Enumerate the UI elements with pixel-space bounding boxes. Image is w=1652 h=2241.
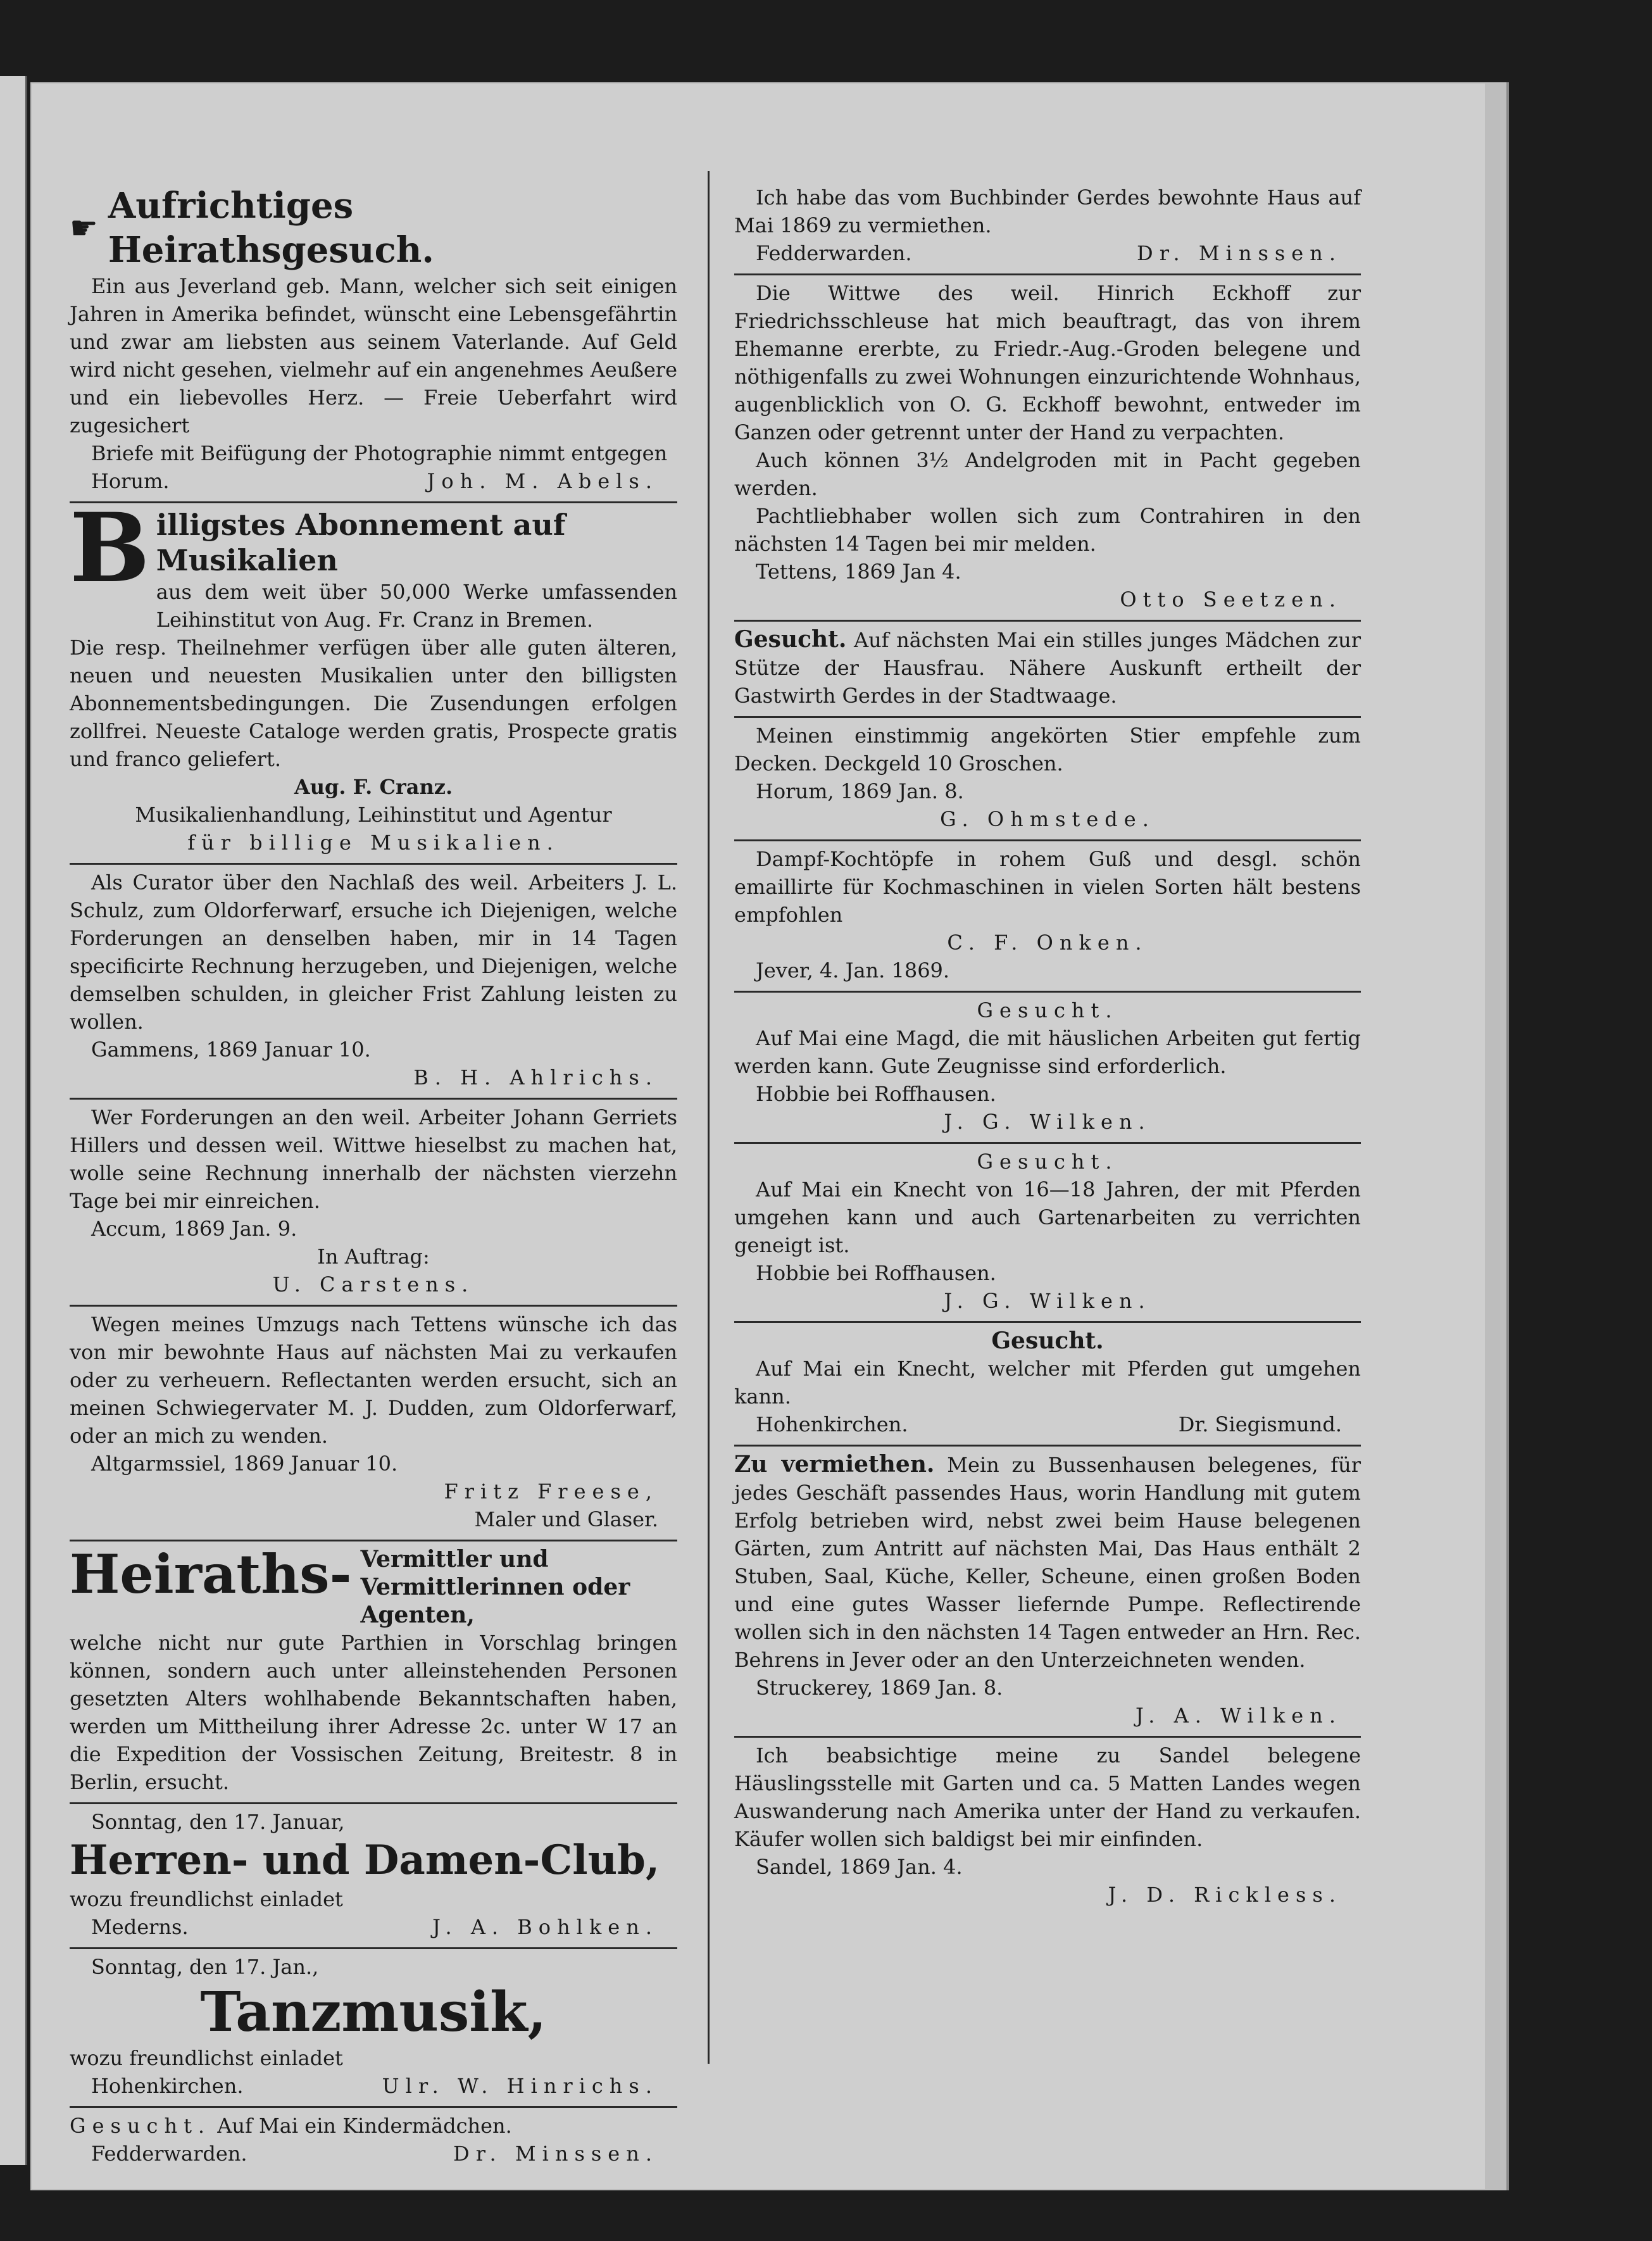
ad-dropcap: B: [70, 493, 150, 604]
ad-place: Horum.: [91, 469, 170, 493]
ad-name: Joh. M. Abels.: [427, 469, 658, 493]
ad-signature: [70, 467, 677, 495]
ad-head: Zu vermiethen.: [734, 1451, 935, 1478]
ad-body: Die Wittwe des weil. Hinrich Eckhoff zur Friedrichsschleuse hat mich beauftragt, das von ihrem Ehemanne ererbte, zu Friedr.-Aug.-Groden belegene und nöthigenfalls zu zwei Wohnungen einzurichtende Wohnhaus, augenblicklich von O. G. Eckhoff bewohnt, entweder im Ganzen oder getrennt unter der Hand zu verpachten.: [734, 281, 1361, 444]
ad-cottage-sale: [734, 1738, 1361, 1915]
ad-head: Gesucht.: [991, 1328, 1104, 1354]
ad-to-let: [734, 1447, 1361, 1738]
ad-date: Accum, 1869 Jan. 9.: [91, 1217, 297, 1241]
page-edge: [1486, 82, 1506, 2190]
ad-date: Sandel, 1869 Jan. 4.: [756, 1855, 963, 1879]
ad-head: Gesucht.: [70, 2114, 211, 2138]
ad-place: Hohenkirchen.: [91, 2074, 244, 2098]
ad-body: Auf Mai ein Kindermädchen.: [217, 2114, 512, 2138]
ad-body: Mein zu Bussenhausen belegenes, für jedes Geschäft passendes Haus, worin Handlung mit gutem Erfolg betrieben wird, nebst zwei beim Hause belegenen Gärten, zum Antritt auf nächsten Mai, Das Haus enthält 2 Stuben, Saal, Küche, Keller, Scheune, einen großen Boden und eine gutes Wasser liefernde Pumpe. Reflectirende wollen sich in den nächsten 14 Tagen entweder an Hrn. Rec. Behrens in Jever oder an den Unterzeichneten wenden.: [734, 1453, 1361, 1672]
ad-lease: [734, 275, 1361, 622]
ad-name: C. F. Onken.: [947, 931, 1148, 955]
ad-name: J. A. Wilken.: [1135, 1704, 1342, 1728]
page-edge-shadow: [1506, 82, 1509, 2190]
ad-date: Jever, 4. Jan. 1869.: [756, 958, 950, 982]
ad-body: Auf nächsten Mai ein stilles junges Mädchen zur Stütze der Hausfrau. Nähere Auskunft ertheilt der Gastwirth Gerdes in der Stadtwaage.: [734, 628, 1361, 708]
ad-invite: wozu freundlichst einladet: [70, 2046, 343, 2070]
ad-name: Dr. Siegismund.: [1178, 1412, 1342, 1436]
ad-firm: Aug. F. Cranz.: [294, 775, 453, 799]
ad-name: J. G. Wilken.: [944, 1289, 1151, 1313]
ad-claims: [70, 1100, 677, 1307]
ad-firm-sub-2: für billige Musikalien.: [187, 831, 560, 855]
ad-date: Sonntag, den 17. Januar,: [91, 1810, 345, 1834]
ad-place: Hobbie bei Roffhausen.: [756, 1261, 996, 1285]
ad-date: Sonntag, den 17. Jan.,: [91, 1955, 319, 1979]
pointing-hand-icon: ☛: [70, 210, 98, 246]
ad-marriage-agents: [70, 1541, 677, 1804]
ad-name: Ulr. W. Hinrichs.: [382, 2074, 658, 2098]
ad-title: Heiraths-: [70, 1543, 352, 1605]
ad-signature: [70, 1913, 677, 1941]
ad-name: Dr. Minssen.: [453, 2142, 658, 2166]
ad-body-2: Briefe mit Beifügung der Photographie nimmt entgegen: [91, 441, 668, 465]
ad-body: Auf Mai ein Knecht, welcher mit Pferden gut umgehen kann.: [734, 1357, 1361, 1409]
ad-body: Auf Mai eine Magd, die mit häuslichen Arbeiten gut fertig werden kann. Gute Zeugnisse sind erforderlich.: [734, 1026, 1361, 1078]
ad-bull: [734, 718, 1361, 841]
ad-body: Die resp. Theilnehmer verfügen über alle guten älteren, neuen und neuesten Musikalien unter den billigsten Abonnementsbedingungen. Die Zusendungen erfolgen zollfrei. Neueste Cataloge werden gratis, Prospecte gratis und franco geliefert.: [70, 636, 677, 771]
ad-head: Gesucht.: [977, 998, 1118, 1022]
ad-marriage-proposal: [70, 95, 677, 503]
ad-signature: [70, 2072, 677, 2100]
ad-place: Hohenkirchen.: [756, 1412, 908, 1436]
ad-mandate: In Auftrag:: [317, 1245, 430, 1269]
ad-body: Als Curator über den Nachlaß des weil. Arbeiters J. L. Schulz, zum Oldorferwarf, ersuche ich Diejenigen, welche Forderungen an denselben haben, mir in 14 Tagen specificirte Rechnung herzugeben, und Diejenigen, welche demselben schulden, in gleicher Frist Zahlung leisten zu wollen.: [70, 870, 677, 1034]
ad-name: G. Ohmstede.: [940, 807, 1155, 831]
ad-title: illigstes Abonnement auf Musikalien: [156, 508, 566, 577]
ad-headline-row: [70, 1545, 677, 1629]
ad-wanted-servant-2: [734, 1323, 1361, 1447]
ad-name: U. Carstens.: [272, 1272, 475, 1296]
ad-place: Fedderwarden.: [91, 2142, 247, 2166]
ad-body: Wegen meines Umzugs nach Tettens wünsche ich das von mir bewohnte Haus auf nächsten Mai zu verkaufen oder zu verheuern. Reflectanten werden ersucht, sich an meinen Schwiegervater M. J. Dudden, zum Oldorferwarf, oder an mich zu wenden.: [70, 1312, 677, 1448]
ad-firm-sub-1: Musikalienhandlung, Leihinstitut und Agentur: [135, 803, 612, 827]
ad-body: Ich beabsichtige meine zu Sandel belegene Häuslingsstelle mit Garten und ca. 5 Matten Landes wegen Auswanderung nach Amerika unter der Hand zu verkaufen. Käufer wollen sich baldigst bei mir einfinden.: [734, 1743, 1361, 1851]
ad-intro: aus dem weit über 50,000 Werke umfassenden Leihinstitut von Aug. Fr. Cranz in Bremen.: [156, 580, 677, 632]
ad-body: Meinen einstimmig angekörten Stier empfehle zum Decken. Deckgeld 10 Groschen.: [734, 724, 1361, 775]
left-column: [70, 95, 677, 2174]
ad-subtitle: Vermittler und Vermittlerinnen oder Agenten,: [360, 1546, 630, 1628]
ad-place: Hobbie bei Roffhausen.: [756, 1082, 996, 1106]
ad-body: Dampf-Kochtöpfe in rohem Guß und desgl. schön emaillirte für Kochmaschinen in vielen Sorten hält bestens empfohlen: [734, 847, 1361, 927]
ad-name: Otto Seetzen.: [1120, 587, 1342, 612]
ad-house-sale: [70, 1307, 677, 1541]
ad-wanted-girl: [734, 622, 1361, 718]
ad-date: Tettens, 1869 Jan 4.: [756, 560, 961, 584]
ad-signature: [70, 2140, 677, 2168]
ad-dance: [70, 1949, 677, 2108]
ad-body-line: [734, 625, 1361, 710]
ad-headline-row: [70, 184, 677, 272]
ad-body-2: Auch können 3½ Andelgroden mit in Pacht gegeben werden.: [734, 448, 1361, 500]
ad-body: Wer Forderungen an den weil. Arbeiter Johann Gerriets Hillers und dessen weil. Wittwe hieselbst zu machen hat, wolle seine Rechnung innerhalb der nächsten vierzehn Tage bei mir einreichen.: [70, 1105, 677, 1213]
ad-invite: wozu freundlichst einladet: [70, 1887, 343, 1911]
ad-head: Gesucht.: [734, 626, 847, 653]
column-divider: [708, 171, 710, 2064]
ad-date: Altgarmssiel, 1869 Januar 10.: [91, 1452, 398, 1476]
ad-club: [70, 1804, 677, 1949]
ad-nursemaid: [70, 2108, 677, 2174]
right-column: [734, 95, 1361, 1915]
ad-body: welche nicht nur gute Parthien in Vorschlag bringen können, sondern auch unter alleinstehenden Personen gesetzten Alters wohlhabende Bekanntschaften haben, werden um Mittheilung ihrer Adresse 2c. unter W 17 an die Expedition der Vossischen Zeitung, Breitestr. 8 in Berlin, ersucht.: [70, 1631, 677, 1794]
ad-date: Horum, 1869 Jan. 8.: [756, 779, 964, 803]
ad-body-line: [70, 2112, 677, 2140]
ad-date: Gammens, 1869 Januar 10.: [91, 1038, 371, 1062]
ad-body-3: Pachtliebhaber wollen sich zum Contrahiren in den nächsten 14 Tagen bei mir melden.: [734, 504, 1361, 556]
ad-title: Herren- und Damen-Club,: [70, 1836, 660, 1884]
ad-dropcap-block: [70, 493, 677, 634]
ad-body: Ich habe das vom Buchbinder Gerdes bewohnte Haus auf Mai 1869 zu vermiethen.: [734, 185, 1361, 237]
ad-head: Gesucht.: [977, 1150, 1118, 1174]
ad-body-line: [734, 1450, 1361, 1674]
ad-curator: [70, 865, 677, 1100]
ad-name: J. A. Bohlken.: [432, 1915, 658, 1939]
ad-place: Fedderwarden.: [756, 241, 912, 265]
ad-name: J. G. Wilken.: [944, 1110, 1151, 1134]
ad-signature: [734, 1410, 1361, 1438]
ad-wanted-maid: [734, 993, 1361, 1144]
ad-date: Struckerey, 1869 Jan. 8.: [756, 1676, 1003, 1700]
ad-music-subscription: [70, 493, 677, 865]
ad-body: Ein aus Jeverland geb. Mann, welcher sich seit einigen Jahren in Amerika befindet, wünscht eine Lebensgefährtin und zwar am liebsten aus seinem Vaterlande. Auf Geld wird nicht gesehen, vielmehr auf ein angenehmes Aeußere und ein liebevolles Herz. — Freie Ueberfahrt wird zugesichert: [70, 274, 677, 437]
ad-trade: Maler und Glaser.: [474, 1507, 658, 1531]
ad-name: J. D. Rickless.: [1108, 1883, 1342, 1907]
ad-name: B. H. Ahlrichs.: [413, 1065, 658, 1089]
previous-page-edge: [0, 76, 27, 2165]
ad-place: Mederns.: [91, 1915, 189, 1939]
ad-title: Tanzmusik,: [200, 1980, 547, 2044]
ad-title: Aufrichtiges Heirathsgesuch.: [108, 185, 434, 271]
ad-rent-house: [734, 95, 1361, 275]
ad-name: Fritz Freese,: [444, 1479, 658, 1503]
ad-name: Dr. Minssen.: [1137, 241, 1342, 265]
ad-body: Auf Mai ein Knecht von 16—18 Jahren, der mit Pferden umgehen kann und auch Gartenarbeiten zu verrichten geneigt ist.: [734, 1177, 1361, 1257]
ad-cooking-pots: [734, 841, 1361, 993]
ad-wanted-servant: [734, 1144, 1361, 1323]
ad-signature: [734, 239, 1361, 267]
